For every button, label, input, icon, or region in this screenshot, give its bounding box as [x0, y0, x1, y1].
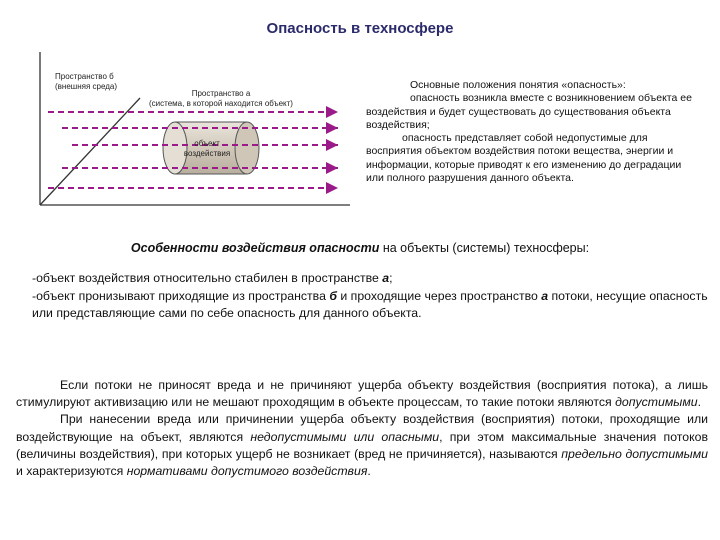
space-a-label: Пространство а (система, в которой находится объект): [149, 89, 293, 108]
definition-point-1: опасность возникла вместе с возникновением объекта ее воздействия и будет существовать до существования объекта воздействия;: [366, 92, 692, 131]
features-list: [32, 270, 712, 323]
definition-point-2: опасность представляет собой недопустимые для восприятия объектом воздействия потоки вещества, энергии и информации, которые приводят к его изменению до деградации или полного разрушения данного объекта.: [366, 132, 682, 185]
page-title: Опасность в техносфере: [266, 20, 454, 37]
hazard-definition-block: [366, 79, 698, 185]
list-item: -объект пронизывают приходящие из пространства б и проходящие через пространство а потоки, несущие опасность или представляющие сами по себе опасность для данного объекта.: [32, 288, 708, 320]
space-b-label: Пространство б (внешняя среда): [55, 72, 118, 91]
section-subheading: Особенности воздействия опасности на объекты (системы) техносферы:: [130, 241, 590, 255]
body-text: [16, 377, 708, 480]
list-item: -объект воздействия относительно стабилен в пространстве а;: [32, 271, 393, 285]
object-label: объект воздействия: [183, 139, 231, 158]
paragraph-permissible: Если потоки не приносят вреда и не причиняют ущерба объекту воздействия (восприятия потока), а лишь стимулируют активизацию или не мешают проходящим в объекте процессам, то такие потоки являются допустимыми.: [16, 378, 708, 410]
paragraph-dangerous: При нанесении вреда или причинении ущерба объекту воздействия (восприятия) потоки, проходящие или воздействующие на объект, являются недопустимыми или опасными, при этом максимальные значения потоков (величины воздействия), при которых ущерб не возникает (вред не причиняется), называются предельно допустимыми и характеризуются нормативами допустимого воздействия.: [16, 412, 708, 479]
definition-heading: Основные положения понятия «опасность»:: [410, 79, 626, 91]
